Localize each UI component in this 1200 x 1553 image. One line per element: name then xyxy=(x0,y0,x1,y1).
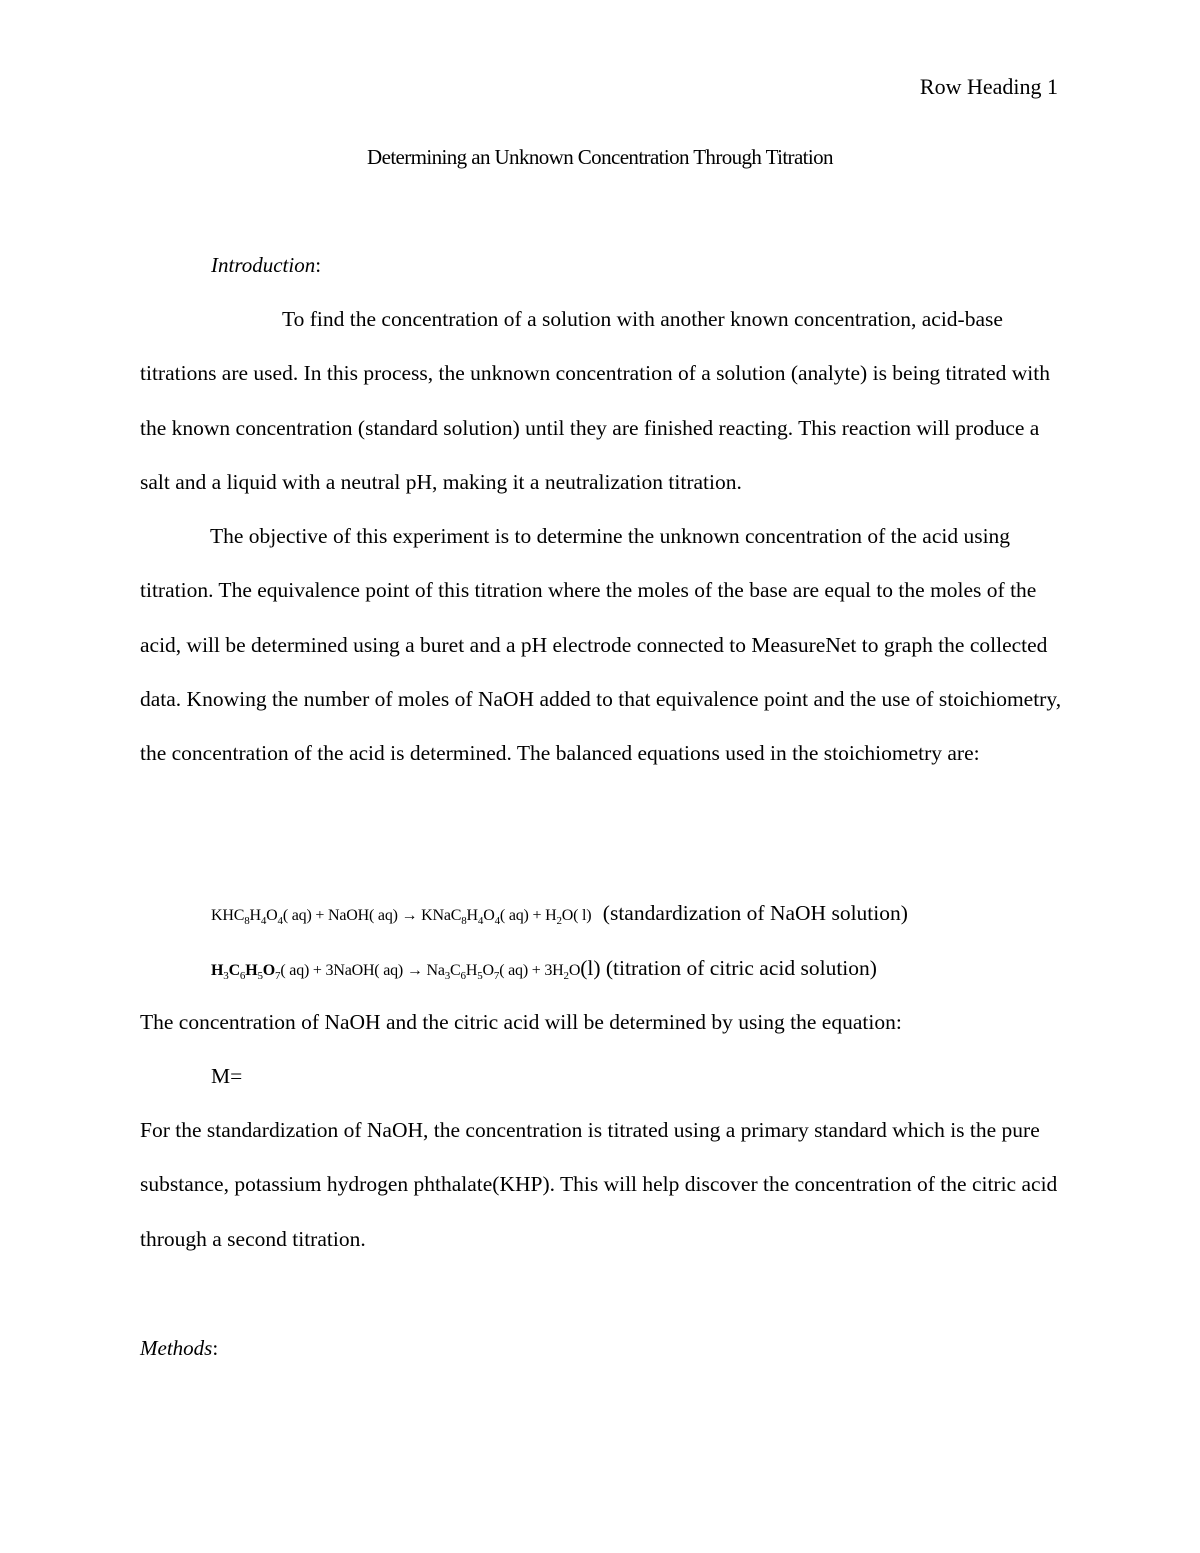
eq1-sub: 8 xyxy=(244,915,250,927)
equation-1-formula xyxy=(211,907,592,927)
eq2-sub: 3 xyxy=(444,970,451,982)
eq2-h: H xyxy=(211,962,224,979)
eq1-o2: O xyxy=(483,907,495,924)
equation-standardization xyxy=(211,898,908,931)
eq2-h52: H xyxy=(465,962,478,979)
introduction-body xyxy=(140,292,1065,781)
eq1-sub: 4 xyxy=(277,915,283,927)
document-title: Determining an Unknown Concentration Through Titration xyxy=(367,145,833,169)
introduction-paragraph-1: To find the concentration of a solution with another known concentration, acid-base titrations are used. In this process, the unknown concentration of a solution (analyte) is being titrated with the known concentration (standard solution) until they are finished reacting. This reaction will produce a salt and a liquid with a neutral pH, making it a neutralization titration. xyxy=(140,307,1050,494)
eq1-sub: 4 xyxy=(260,915,267,927)
introduction-heading xyxy=(211,250,321,280)
equation-citric-acid xyxy=(211,953,877,986)
eq2-sub: 3 xyxy=(223,970,229,982)
standardization-body xyxy=(140,1103,1070,1266)
eq1-sub: 4 xyxy=(494,915,500,927)
methods-heading-colon: : xyxy=(212,1336,219,1360)
eq1-sub: 4 xyxy=(477,915,484,927)
eq1-part4: O( l) xyxy=(561,907,592,924)
methods-heading xyxy=(140,1333,218,1363)
eq2-sub: 5 xyxy=(257,970,263,982)
eq2-part2: ( aq) + 3NaOH( aq) → Na xyxy=(280,962,445,979)
eq1-sub: 2 xyxy=(556,915,562,927)
eq2-o7: O xyxy=(262,962,276,979)
eq2-sub: 7 xyxy=(275,970,281,982)
methods-heading-text: Methods xyxy=(140,1336,213,1360)
eq2-c: C xyxy=(228,962,240,979)
equation-2-formula xyxy=(211,962,581,982)
eq2-h5: H xyxy=(245,962,258,979)
standardization-paragraph: For the standardization of NaOH, the concentration is titrated using a primary standard which is the pure substance, potassium hydrogen phthalate(KHP). This will help discover the concentration of the citric acid through a second titration. xyxy=(140,1118,1058,1251)
eq2-sub: 7 xyxy=(493,970,500,982)
eq1-sub: 8 xyxy=(461,915,467,927)
eq1-part2: ( aq) + NaOH( aq) → KNaC xyxy=(282,907,462,924)
eq2-sub: 5 xyxy=(477,970,483,982)
equation-1-note: (standardization of NaOH solution) xyxy=(602,901,908,925)
eq1-h: H xyxy=(249,907,261,924)
eq2-sub: 6 xyxy=(460,970,466,982)
eq2-sub: 6 xyxy=(239,970,246,982)
concentration-equation-intro: The concentration of NaOH and the citric acid will be determined by using the equation: xyxy=(140,1010,902,1034)
introduction-heading-text: Introduction xyxy=(211,253,316,277)
introduction-paragraph-2: The objective of this experiment is to determine the unknown concentration of the acid using titration. The equivalence point of this titration where the moles of the base are equal to the moles of the acid, will be determined using a buret and a pH electrode connected to MeasureNet to graph the collected data. Knowing the number of moles of NaOH added to that equivalence point and the use of stoichiometry, the concentration of the acid is determined. The balanced equations used in the stoichiometry are: xyxy=(140,524,1062,766)
eq1-khc: KHC xyxy=(211,907,245,924)
eq2-o72: O xyxy=(482,962,494,979)
running-head: Row Heading 1 xyxy=(919,74,1058,99)
eq2-part3: ( aq) + 3H xyxy=(499,962,564,979)
eq2-c2: C xyxy=(450,962,461,979)
eq2-sub: 2 xyxy=(563,970,569,982)
eq1-h2: H xyxy=(466,907,478,924)
eq1-o: O xyxy=(266,907,278,924)
equation-2-note: (l) (titration of citric acid solution) xyxy=(580,956,877,980)
eq1-part3: ( aq) + H xyxy=(499,907,557,924)
eq2-part4: O xyxy=(568,962,581,979)
molarity-formula: M= xyxy=(211,1064,243,1088)
introduction-heading-colon: : xyxy=(315,253,322,277)
